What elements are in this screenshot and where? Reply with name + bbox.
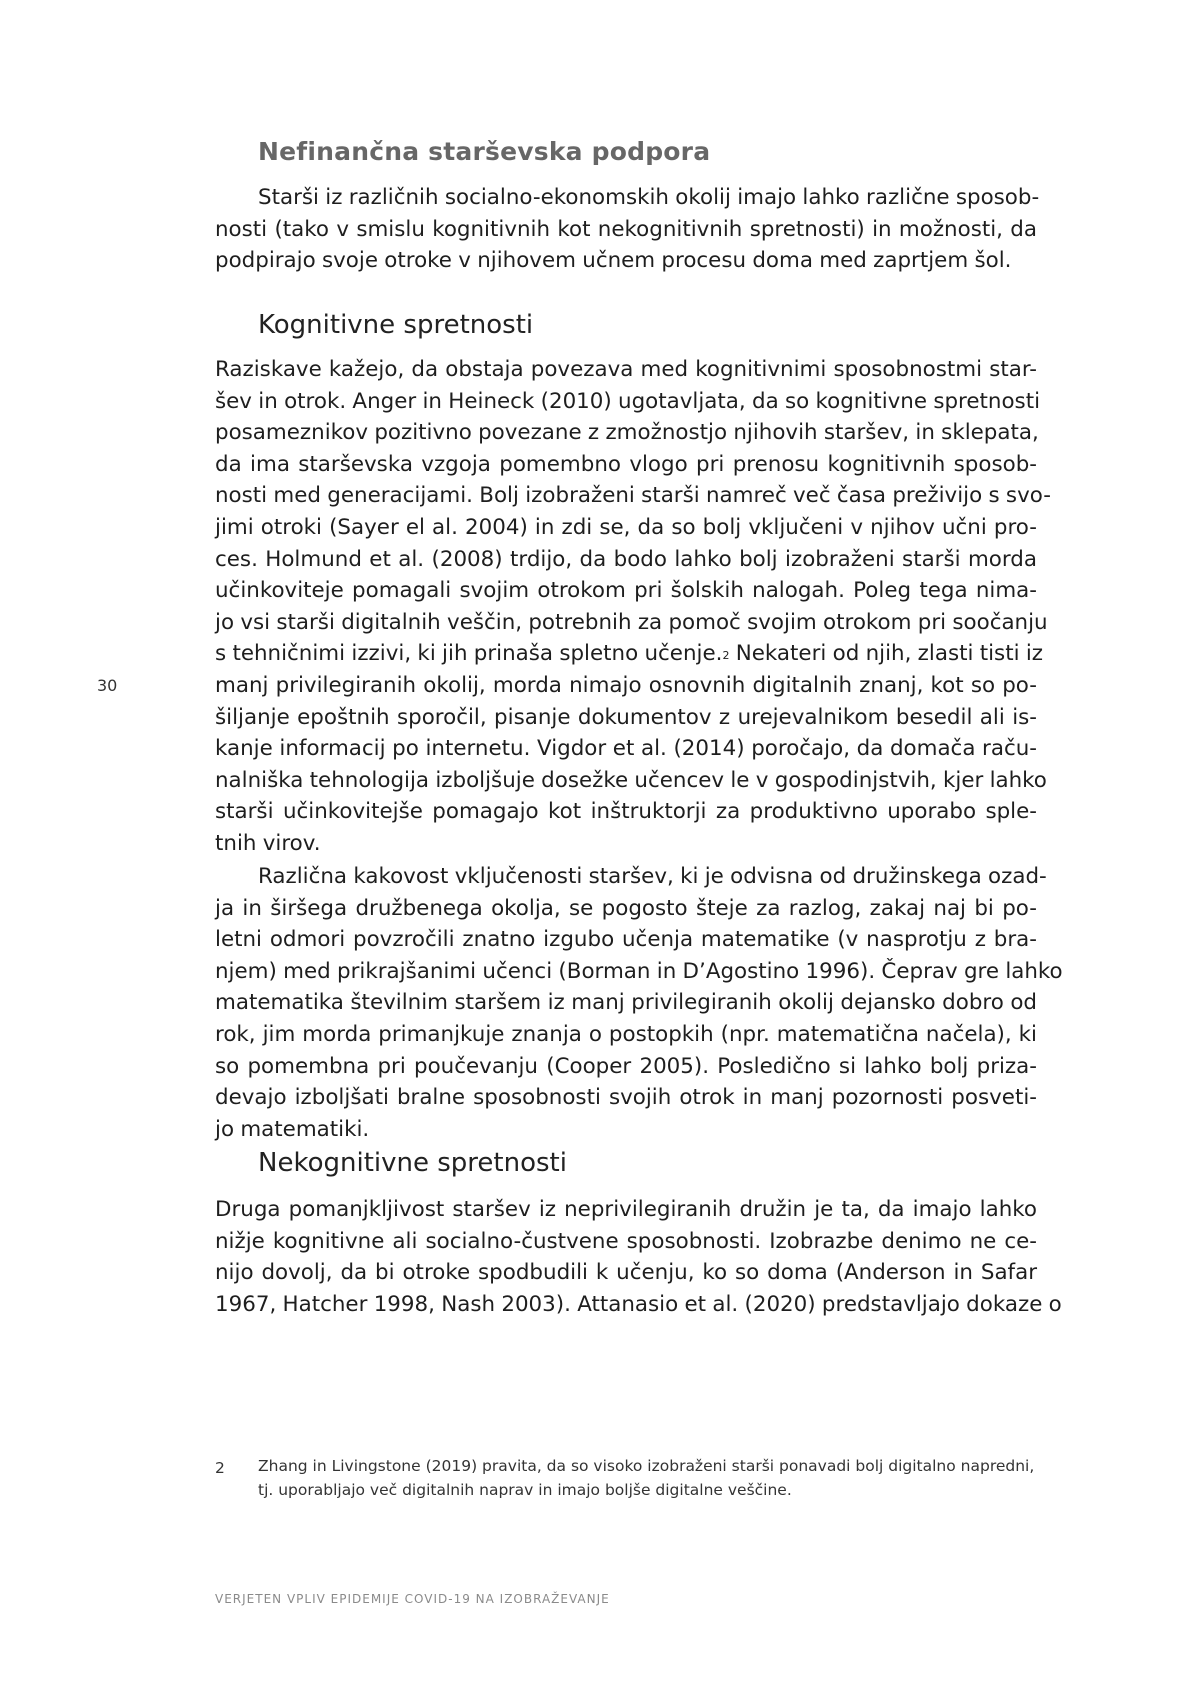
para3-line-1: Druga pomanjkljivost staršev iz neprivilegiranih družin je ta, da imajo lahko <box>215 1197 1037 1222</box>
footnote-line-1: Zhang in Livingstone (2019) pravita, da so visoko izobraženi starši ponavadi bolj digitalno napredni, <box>258 1457 1035 1475</box>
subsection-title-noncognitive: Nekognitivne spretnosti <box>258 1148 567 1178</box>
footnote-text <box>258 1454 1038 1502</box>
section-title: Nefinančna starševska podpora <box>258 137 711 166</box>
para2-line-3: letni odmori povzročili znatno izgubo učenja matematike (v nasprotju z bra- <box>215 927 1037 953</box>
para1-line-16: tnih virov. <box>215 830 321 856</box>
para1-line-12: šiljanje epoštnih sporočil, pisanje dokumentov z urejevalnikom besedil ali is- <box>215 704 1037 730</box>
para1-line-10 <box>215 638 1043 670</box>
para1-line-7: ces. Holmund et al. (2008) trdijo, da bodo lahko bolj izobraženi starši morda <box>215 546 1037 572</box>
intro-line-3: podpirajo svoje otroke v njihovem učnem procesu doma med zaprtjem šol. <box>215 248 1012 274</box>
footnote-number: 2 <box>215 1459 225 1477</box>
footnote-line-2: tj. uporabljajo več digitalnih naprav in imajo boljše digitalne veščine. <box>258 1481 792 1499</box>
para2-line-1: Različna kakovost vključenosti staršev, ki je odvisna od družinskega ozad- <box>258 864 1047 889</box>
para1-line-9: jo vsi starši digitalnih veščin, potrebnih za pomoč svojim otrokom pri soočanju <box>215 609 1048 635</box>
para1-line-1: Raziskave kažejo, da obstaja povezava med kognitivnimi sposobnostmi star- <box>215 357 1037 382</box>
para2-line-2: ja in širšega družbenega okolja, se pogosto šteje za razlog, zakaj naj bi po- <box>215 895 1037 921</box>
para1-line-6: jimi otroki (Sayer el al. 2004) in zdi se, da so bolj vključeni v njihov učni pro- <box>215 514 1037 540</box>
intro-line-2: nosti (tako v smislu kognitivnih kot nekognitivnih spretnosti) in možnosti, da <box>215 216 1037 242</box>
para1-line-4: da ima starševska vzgoja pomembno vlogo pri prenosu kognitivnih sposob- <box>215 451 1037 477</box>
para2-line-4: njem) med prikrajšanimi učenci (Borman in D’Agostino 1996). Čeprav gre lahko <box>215 958 1063 984</box>
para2-line-8: devajo izboljšati bralne sposobnosti svojih otrok in manj pozornosti posveti- <box>215 1085 1037 1111</box>
para3-line-3: nijo dovolj, da bi otroke spodbudili k učenju, ko so doma (Anderson in Safar <box>215 1260 1037 1286</box>
para1-line-10-tail: Nekateri od njih, zlasti tisti iz <box>729 641 1043 667</box>
para1-line-8: učinkoviteje pomagali svojim otrokom pri šolskih nalogah. Poleg tega nima- <box>215 578 1037 604</box>
para1-line-13: kanje informacij po internetu. Vigdor et al. (2014) poročajo, da domača raču- <box>215 736 1037 762</box>
paragraph-cognitive-2 <box>215 861 1063 1145</box>
subsection-title-cognitive: Kognitivne spretnosti <box>258 310 534 340</box>
para2-line-9: jo matematiki. <box>215 1116 370 1142</box>
page-number: 30 <box>97 676 118 695</box>
para2-line-6: rok, jim morda primanjkuje znanja o postopkih (npr. matematična načela), ki <box>215 1021 1037 1047</box>
paragraph-noncognitive <box>215 1194 1062 1320</box>
para1-line-15: starši učinkovitejše pomagajo kot inštruktorji za produktivno uporabo sple- <box>215 799 1037 825</box>
footnote-marker: 2 <box>722 649 730 663</box>
intro-paragraph <box>215 182 1040 277</box>
para1-line-2: šev in otrok. Anger in Heineck (2010) ugotavljata, da so kognitivne spretnosti <box>215 388 1041 414</box>
para2-line-7: so pomembna pri poučevanju (Cooper 2005). Posledično si lahko bolj priza- <box>215 1053 1037 1079</box>
intro-line-1: Starši iz različnih socialno-ekonomskih okolij imajo lahko različne sposob- <box>258 185 1040 210</box>
para3-line-2: nižje kognitivne ali socialno-čustvene sposobnosti. Izobrazbe denimo ne ce- <box>215 1228 1037 1254</box>
para1-line-10-text: s tehničnimi izzivi, ki jih prinaša spletno učenje. <box>215 641 723 667</box>
para2-line-5: matematika številnim staršem iz manj privilegiranih okolij dejansko dobro od <box>215 990 1037 1016</box>
para1-line-14: nalniška tehnologija izboljšuje dosežke učencev le v gospodinjstvih, kjer lahko <box>215 767 1047 793</box>
running-footer: VERJETEN VPLIV EPIDEMIJE COVID-19 NA IZOBRAŽEVANJE <box>215 1592 610 1606</box>
paragraph-cognitive-1 <box>215 354 1051 860</box>
para3-line-4: 1967, Hatcher 1998, Nash 2003). Attanasio et al. (2020) predstavljajo dokaze o <box>215 1291 1062 1317</box>
para1-line-5: nosti med generacijami. Bolj izobraženi starši namreč več časa preživijo s svo- <box>215 483 1051 509</box>
para1-line-11: manj privilegiranih okolij, morda nimajo osnovnih digitalnih znanj, kot so po- <box>215 672 1037 698</box>
para1-line-3: posameznikov pozitivno povezane z zmožnostjo njihovih staršev, in sklepata, <box>215 420 1039 446</box>
